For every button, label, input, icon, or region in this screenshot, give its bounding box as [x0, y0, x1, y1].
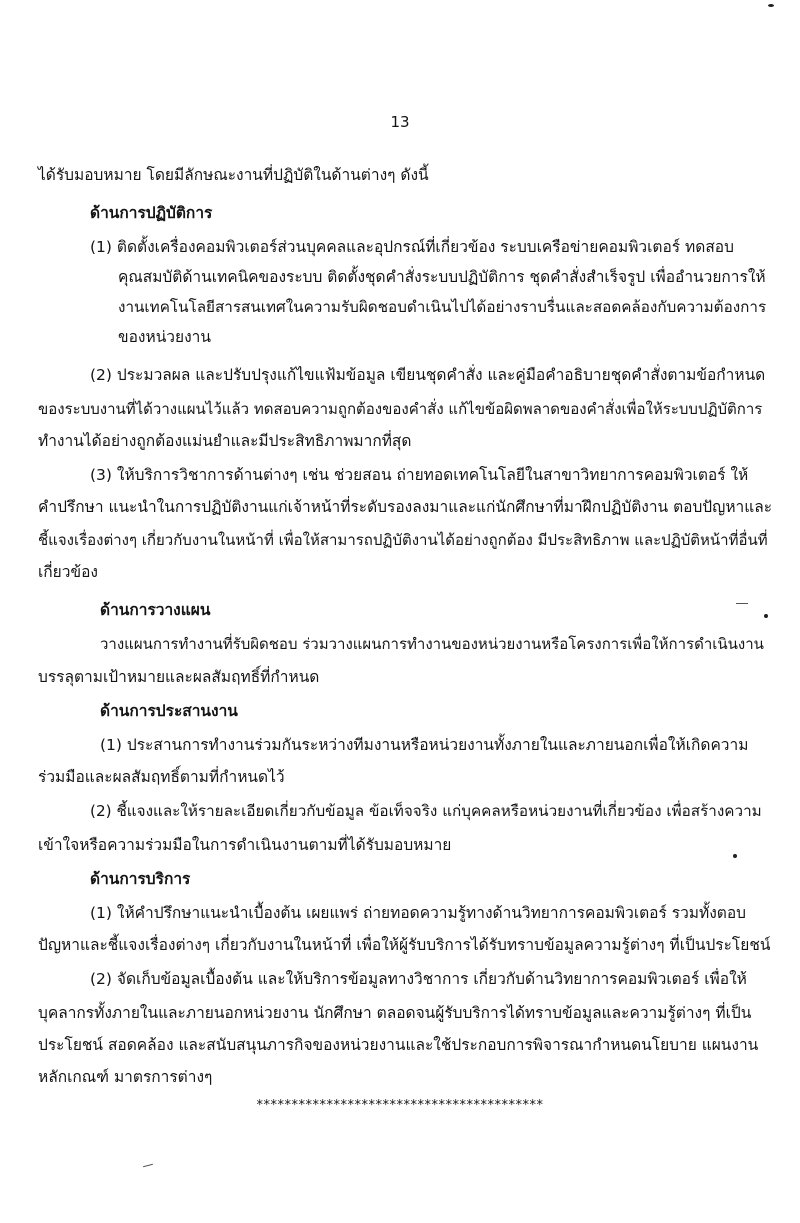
text-line: ทำงานได้อย่างถูกต้องแม่นยำและมีประสิทธิภาพมากที่สุด [38, 432, 412, 450]
text-line: ของหน่วยงาน [118, 328, 211, 346]
text-line: (3) ให้บริการวิชาการด้านต่างๆ เช่น ช่วยสอน ถ่ายทอดเทคโนโลยีในสาขาวิทยาการคอมพิวเตอร์ ให้ [90, 466, 749, 484]
scan-mark [736, 603, 748, 604]
text-line: (2) จัดเก็บข้อมูลเบื้องต้น และให้บริการข้อมูลทางวิชาการ เกี่ยวกับด้านวิทยาการคอมพิวเตอร์ เพื่อให้ [90, 970, 747, 988]
text-line: วางแผนการทำงานที่รับผิดชอบ ร่วมวางแผนการทำงานของหน่วยงานหรือโครงการเพื่อให้การดำเนินงาน [100, 635, 764, 653]
text-line: บุคลากรทั้งภายในและภายนอกหน่วยงาน นักศึกษา ตลอดจนผู้รับบริการได้ทราบข้อมูลและความรู้ต่างๆ ที่เป็น [38, 1004, 752, 1022]
text-line: (1) ติดตั้งเครื่องคอมพิวเตอร์ส่วนบุคคลและอุปกรณ์ที่เกี่ยวข้อง ระบบเครือข่ายคอมพิวเตอร์ ทดสอบ [90, 238, 734, 256]
scan-speck [733, 854, 737, 858]
text-line: (2) ประมวลผล และปรับปรุงแก้ไขแฟ้มข้อมูล เขียนชุดคำสั่ง และคู่มือคำอธิบายชุดคำสั่งตามข้อกำหนด [90, 366, 766, 384]
text-line: บรรลุตามเป้าหมายและผลสัมฤทธิ์ที่กำหนด [38, 668, 320, 686]
section-heading-operations: ด้านการปฏิบัติการ [90, 204, 213, 222]
text-line: คุณสมบัติด้านเทคนิคของระบบ ติดตั้งชุดคำสั่งระบบปฏิบัติการ ชุดคำสั่งสำเร็จรูป เพื่ออำนวยการให้ [118, 268, 766, 286]
text-line: ร่วมมือและผลสัมฤทธิ์ตามที่กำหนดไว้ [38, 768, 285, 786]
scan-mark [143, 1164, 153, 1168]
text-line: งานเทคโนโลยีสารสนเทศในความรับผิดชอบดำเนินไปได้อย่างราบรื่นและสอดคล้องกับความต้องการ [118, 298, 767, 316]
text-line: หลักเกณฑ์ มาตรการต่างๆ [38, 1068, 213, 1086]
text-line: (2) ชี้แจงและให้รายละเอียดเกี่ยวกับข้อมูล ข้อเท็จจริง แก่บุคคลหรือหน่วยงานที่เกี่ยวข้อง เพื่อสร้างความ [90, 802, 762, 820]
text-line: เกี่ยวข้อง [38, 563, 98, 581]
text-line: คำปรึกษา แนะนำในการปฏิบัติงานแก่เจ้าหน้าที่ระดับรองลงมาและแก่นักศึกษาที่มาฝึกปฏิบัติงาน ตอบปัญหาและ [38, 498, 773, 516]
page-number: 13 [390, 113, 410, 131]
text-line: ปัญหาและชี้แจงเรื่องต่างๆ เกี่ยวกับงานในหน้าที่ เพื่อให้ผู้รับบริการได้รับทราบข้อมูลความรู้ต่างๆ ที่เป็นประโยชน์ [38, 936, 771, 954]
section-heading-coordination: ด้านการประสานงาน [100, 702, 238, 720]
scan-speck [764, 614, 768, 618]
text-line: ชี้แจงเรื่องต่างๆ เกี่ยวกับงานในหน้าที่ เพื่อให้สามารถปฏิบัติงานได้อย่างถูกต้อง มีประสิทธิภาพ และปฏิบัติหน้าที่อื่นที่ [38, 531, 768, 549]
text-line: (1) ประสานการทำงานร่วมกันระหว่างทีมงานหรือหน่วยงานทั้งภายในและภายนอกเพื่อให้เกิดความ [100, 736, 749, 754]
end-separator: ***************************************** [256, 1098, 544, 1113]
section-heading-service: ด้านการบริการ [90, 870, 191, 888]
text-line: ของระบบงานที่ได้วางแผนไว้แล้ว ทดสอบความถูกต้องของคำสั่ง แก้ไขข้อผิดพลาดของคำสั่งเพื่อให้ระบบปฏิบัติการ [38, 400, 763, 418]
text-line: เข้าใจหรือความร่วมมือในการดำเนินงานตามที่ได้รับมอบหมาย [38, 836, 452, 854]
text-line: ประโยชน์ สอดคล้อง และสนับสนุนภารกิจของหน่วยงานและใช้ประกอบการพิจารณากำหนดนโยบาย แผนงาน [38, 1036, 759, 1054]
section-heading-planning: ด้านการวางแผน [100, 601, 211, 619]
text-line: (1) ให้คำปรึกษาแนะนำเบื้องต้น เผยแพร่ ถ่ายทอดความรู้ทางด้านวิทยาการคอมพิวเตอร์ รวมทั้งตอบ [90, 904, 746, 922]
intro-line: ได้รับมอบหมาย โดยมีลักษณะงานที่ปฏิบัติในด้านต่างๆ ดังนี้ [38, 166, 429, 184]
scan-speck [768, 4, 774, 7]
